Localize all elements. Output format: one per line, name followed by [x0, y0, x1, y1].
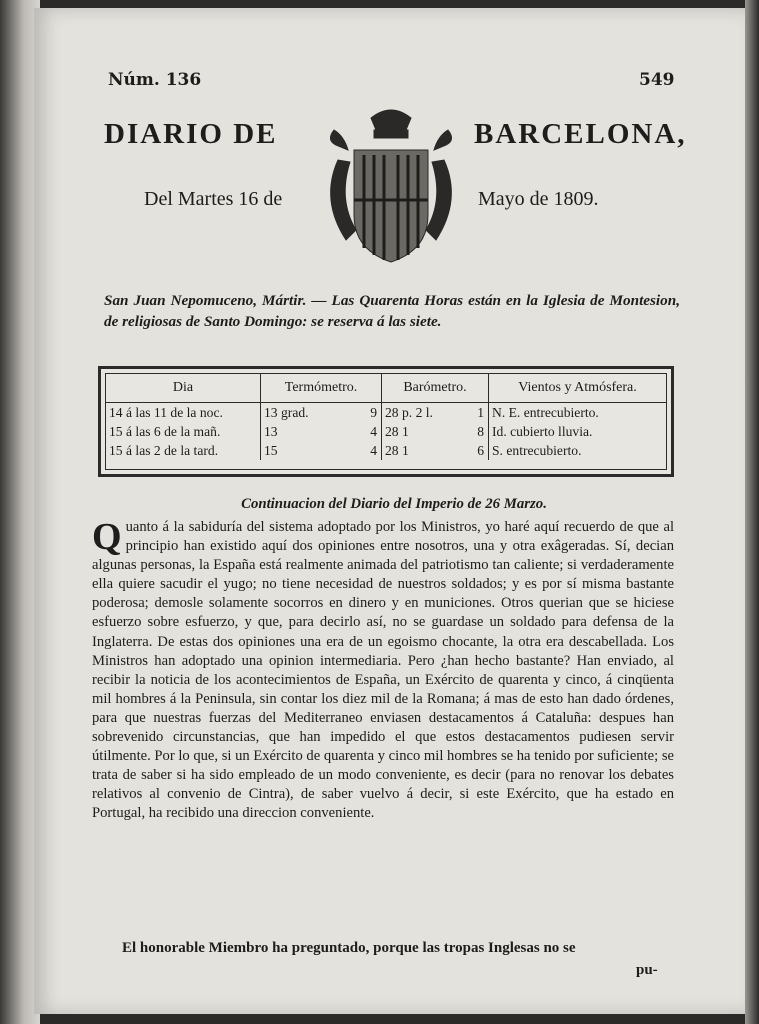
coat-of-arms-icon — [316, 100, 466, 270]
cell-therm: 13 4 — [261, 422, 382, 441]
cell-wind: N. E. entrecubierto. — [492, 404, 599, 420]
cell-therm: 13 grad. 9 — [261, 403, 382, 423]
page-edge-right — [745, 0, 759, 1024]
cell-day: 15 á las 6 de la mañ. — [106, 422, 261, 441]
drop-cap: Q — [92, 516, 122, 558]
weather-table — [98, 366, 674, 477]
header-thermometer: Termómetro. — [261, 374, 382, 403]
header-barometer: Barómetro. — [382, 374, 489, 403]
issue-date-right: Mayo de 1809. — [478, 188, 599, 210]
religious-notice: San Juan Nepomuceno, Mártir. — Las Quarenta Horas están en la Iglesia de Montesion, de religiosas de Santo Domingo: se reserva á las siete. — [104, 292, 680, 330]
issue-number: Núm. 136 — [108, 70, 202, 90]
cell-wind: S. entrecubierto. — [492, 442, 582, 458]
issue-date-left: Del Martes 16 de — [144, 188, 283, 210]
header-winds: Vientos y Atmósfera. — [489, 374, 667, 403]
cell-baro: 28 p. 2 l. 1 — [382, 403, 489, 423]
page-number: 549 — [639, 70, 675, 90]
newspaper-page — [34, 8, 746, 1014]
cell-therm: 15 4 — [261, 441, 382, 460]
masthead-title-left: DIARIO DE — [104, 118, 278, 150]
masthead-title-right: BARCELONA, — [474, 118, 687, 150]
header-day: Dia — [106, 374, 261, 403]
article-body — [92, 518, 674, 824]
cell-day: 15 á las 2 de la tard. — [106, 441, 261, 460]
cell-baro: 28 1 8 — [382, 422, 489, 441]
section-title: Continuacion del Diario del Imperio de 26 Marzo. — [241, 496, 547, 512]
cell-baro: 28 1 6 — [382, 441, 489, 460]
article-last-line: El honorable Miembro ha preguntado, porque las tropas Inglesas no se — [122, 940, 576, 956]
weather-header-row — [106, 374, 666, 403]
catchword: pu- — [636, 962, 658, 978]
cell-day: 14 á las 11 de la noc. — [106, 403, 261, 423]
table-row — [106, 403, 666, 423]
table-row — [106, 441, 666, 460]
article-paragraph: uanto á la sabiduría del sistema adoptado por los Ministros, yo haré aquí recuerdo de que al principio han existido aquí dos opiniones entre nosotros, una y otra exâgeradas. Sí, decian algunas personas, la España está realmente animada del patriotismo tan caliente; si verdaderamente ella quiere sacudir el yugo; no tiene necesidad de nuestros soldados; y es por sí misma bastante poderosa; demosle solamente socorros en dinero y en municiones. Otros querian que se hiciese esfuerzo sobre esfuerzo, y que, para decirlo así, no se guardase un soldado para defensa de la Inglaterra. De estas dos opiniones una era de un egoismo chocante, la otra era descabellada. Los Ministros han adoptado una opinion intermediaria. Pero ¿han hecho bastante? Han enviado, al recibir la noticia de los acontecimientos de España, un Exército de quarenta y cinco, á cinqüenta mil hombres á la Peninsula, sin contar los diez mil de la Romana; á mas de esto han dado órdenes, para que nuestras fuerzas del Mediterraneo enviasen destacamentos á Cataluña: despues han sobrevenido circunstancias, que han impedido el que estos destacamentos pudiesen servir útilmente. Por lo que, si un Exército de quarenta y cinco mil hombres se ha tenido por suficiente; se trata de saber si ha sido empleado de un modo conveniente, es decir (para no renovar los debates relativos al convenio de Cintra), de saber vuelvo á decir, si este Exército, que ha estado en Portugal, ha recibido una direccion conveniente. — [92, 519, 674, 822]
table-row — [106, 422, 666, 441]
cell-wind: Id. cubierto lluvia. — [492, 423, 593, 439]
